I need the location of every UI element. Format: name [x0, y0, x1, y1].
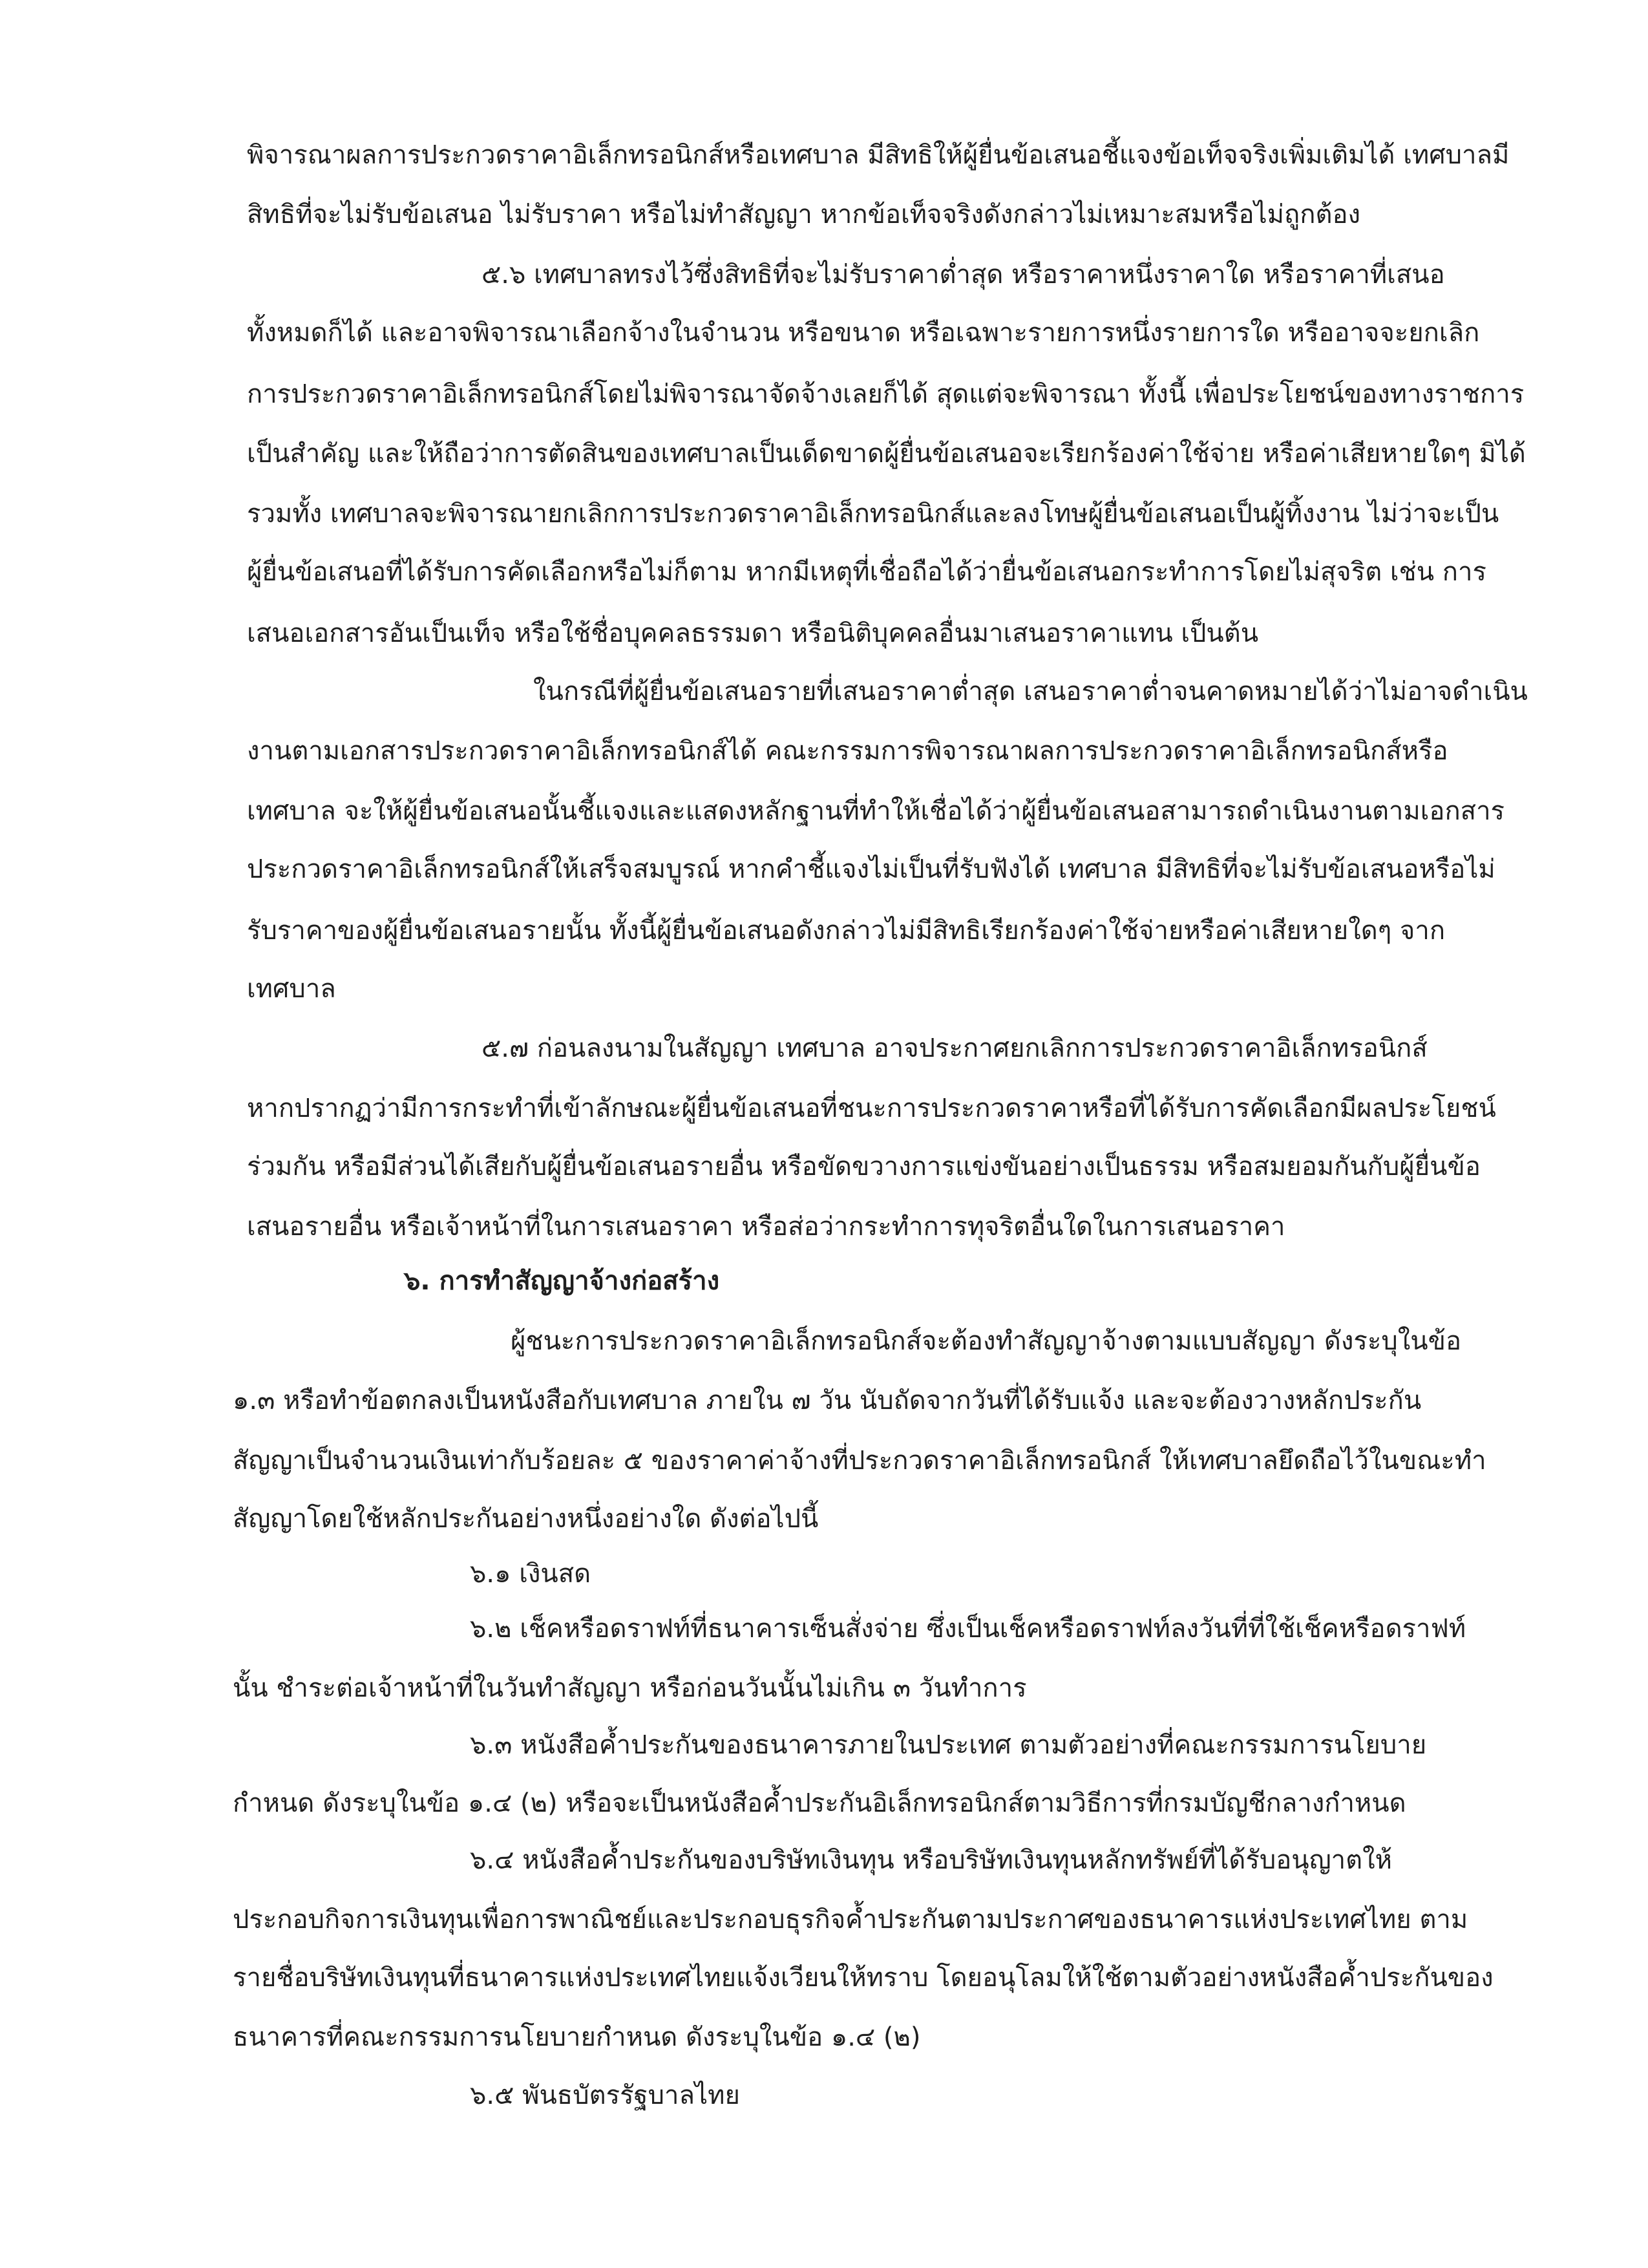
text-line: หากปรากฏว่ามีการกระทำที่เข้าลักษณะผู้ยื่นข้อเสนอที่ชนะการประกวดราคาหรือที่ได้รับการคัดเลือกมีผลประโยชน์	[247, 1094, 1496, 1123]
section-6-2-line: ๖.๒ เช็คหรือดราฟท์ที่ธนาคารเซ็นสั่งจ่าย ซึ่งเป็นเช็คหรือดราฟท์ลงวันที่ที่ใช้เช็คหรือดราฟท์	[470, 1614, 1466, 1644]
text-line: เทศบาล	[247, 974, 336, 1004]
text-line: นั้น ชำระต่อเจ้าหน้าที่ในวันทำสัญญา หรือก่อนวันนั้นไม่เกิน ๓ วันทำการ	[233, 1673, 1027, 1703]
text-line: ผู้ยื่นข้อเสนอที่ได้รับการคัดเลือกหรือไม่ก็ตาม หากมีเหตุที่เชื่อถือได้ว่ายื่นข้อเสนอกระทำการโดยไม่สุจริต เช่น การ	[247, 557, 1486, 587]
text-line: ทั้งหมดก็ได้ และอาจพิจารณาเลือกจ้างในจำนวน หรือขนาด หรือเฉพาะรายการหนึ่งรายการใด หรืออาจจะยกเลิก	[247, 318, 1480, 348]
text-line: เป็นสำคัญ และให้ถือว่าการตัดสินของเทศบาลเป็นเด็ดขาดผู้ยื่นข้อเสนอจะเรียกร้องค่าใช้จ่าย หรือค่าเสียหายใดๆ มิได้	[247, 439, 1526, 469]
paragraph-start-line: ผู้ชนะการประกวดราคาอิเล็กทรอนิกส์จะต้องทำสัญญาจ้างตามแบบสัญญา ดังระบุในข้อ	[511, 1326, 1462, 1356]
text-line: เสนอรายอื่น หรือเจ้าหน้าที่ในการเสนอราคา หรือส่อว่ากระทำการทุจริตอื่นใดในการเสนอราคา	[247, 1212, 1285, 1242]
text-line: สิทธิที่จะไม่รับข้อเสนอ ไม่รับราคา หรือไม่ทำสัญญา หากข้อเท็จจริงดังกล่าวไม่เหมาะสมหรือไม่ถูกต้อง	[247, 200, 1361, 229]
section-5-6-line: ๕.๖ เทศบาลทรงไว้ซึ่งสิทธิที่จะไม่รับราคาต่ำสุด หรือราคาหนึ่งราคาใด หรือราคาที่เสนอ	[481, 260, 1445, 290]
text-line: งานตามเอกสารประกวดราคาอิเล็กทรอนิกส์ได้ คณะกรรมการพิจารณาผลการประกวดราคาอิเล็กทรอนิกส์หรือ	[247, 736, 1448, 766]
text-line: การประกวดราคาอิเล็กทรอนิกส์โดยไม่พิจารณาจัดจ้างเลยก็ได้ สุดแต่จะพิจารณา ทั้งนี้ เพื่อประโยชน์ของทางราชการ	[247, 379, 1525, 409]
text-line: รายชื่อบริษัทเงินทุนที่ธนาคารแห่งประเทศไทยแจ้งเวียนให้ทราบ โดยอนุโลมให้ใช้ตามตัวอย่างหนังสือค้ำประกันของ	[233, 1963, 1494, 1993]
text-line: ประกวดราคาอิเล็กทรอนิกส์ให้เสร็จสมบูรณ์ หากคำชี้แจงไม่เป็นที่รับฟังได้ เทศบาล มีสิทธิที่จะไม่รับข้อเสนอหรือไม่	[247, 854, 1495, 884]
text-line: ๑.๓ หรือทำข้อตกลงเป็นหนังสือกับเทศบาล ภายใน ๗ วัน นับถัดจากวันที่ได้รับแจ้ง และจะต้องวางหลักประกัน	[233, 1386, 1422, 1415]
text-line: พิจารณาผลการประกวดราคาอิเล็กทรอนิกส์หรือเทศบาล มีสิทธิให้ผู้ยื่นข้อเสนอชี้แจงข้อเท็จจริงเพิ่มเติมได้ เทศบาลมี	[247, 140, 1510, 170]
text-line: สัญญาเป็นจำนวนเงินเท่ากับร้อยละ ๕ ของราคาค่าจ้างที่ประกวดราคาอิเล็กทรอนิกส์ ให้เทศบาลยึดถือไว้ในขณะทำ	[233, 1446, 1486, 1476]
section-6-heading: ๖. การทำสัญญาจ้างก่อสร้าง	[404, 1266, 720, 1296]
section-6-4-line: ๖.๔ หนังสือค้ำประกันของบริษัทเงินทุน หรือบริษัทเงินทุนหลักทรัพย์ที่ได้รับอนุญาตให้	[470, 1845, 1393, 1875]
text-line: ธนาคารที่คณะกรรมการนโยบายกำหนด ดังระบุในข้อ ๑.๔ (๒)	[233, 2022, 921, 2052]
text-line: ประกอบกิจการเงินทุนเพื่อการพาณิชย์และประกอบธุรกิจค้ำประกันตามประกาศของธนาคารแห่งประเทศไทย ตาม	[233, 1905, 1468, 1934]
section-6-3-line: ๖.๓ หนังสือค้ำประกันของธนาคารภายในประเทศ ตามตัวอย่างที่คณะกรรมการนโยบาย	[470, 1730, 1427, 1760]
section-6-5-line: ๖.๕ พันธบัตรรัฐบาลไทย	[470, 2081, 740, 2110]
text-line: เสนอเอกสารอันเป็นเท็จ หรือใช้ชื่อบุคคลธรรมดา หรือนิติบุคคลอื่นมาเสนอราคาแทน เป็นต้น	[247, 619, 1259, 648]
text-line: เทศบาล จะให้ผู้ยื่นข้อเสนอนั้นชี้แจงและแสดงหลักฐานที่ทำให้เชื่อได้ว่าผู้ยื่นข้อเสนอสามารถดำเนินงานตามเอกสาร	[247, 796, 1505, 826]
paragraph-start-line: ในกรณีที่ผู้ยื่นข้อเสนอรายที่เสนอราคาต่ำสุด เสนอราคาต่ำจนคาดหมายได้ว่าไม่อาจดำเนิน	[533, 677, 1528, 706]
text-line: กำหนด ดังระบุในข้อ ๑.๔ (๒) หรือจะเป็นหนังสือค้ำประกันอิเล็กทรอนิกส์ตามวิธีการที่กรมบัญชีกลางกำหนด	[233, 1788, 1406, 1818]
section-6-1-line: ๖.๑ เงินสด	[470, 1559, 591, 1589]
text-line: รับราคาของผู้ยื่นข้อเสนอรายนั้น ทั้งนี้ผู้ยื่นข้อเสนอดังกล่าวไม่มีสิทธิเรียกร้องค่าใช้จ่ายหรือค่าเสียหายใดๆ จาก	[247, 916, 1446, 946]
text-line: รวมทั้ง เทศบาลจะพิจารณายกเลิกการประกวดราคาอิเล็กทรอนิกส์และลงโทษผู้ยื่นข้อเสนอเป็นผู้ทิ้งงาน ไม่ว่าจะเป็น	[247, 499, 1499, 529]
text-line: ร่วมกัน หรือมีส่วนได้เสียกับผู้ยื่นข้อเสนอรายอื่น หรือขัดขวางการแข่งขันอย่างเป็นธรรม หรือสมยอมกันกับผู้ยื่นข้อ	[247, 1152, 1481, 1182]
text-line: สัญญาโดยใช้หลักประกันอย่างหนึ่งอย่างใด ดังต่อไปนี้	[233, 1504, 819, 1534]
section-5-7-line: ๕.๗ ก่อนลงนามในสัญญา เทศบาล อาจประกาศยกเลิกการประกวดราคาอิเล็กทรอนิกส์	[481, 1033, 1428, 1063]
